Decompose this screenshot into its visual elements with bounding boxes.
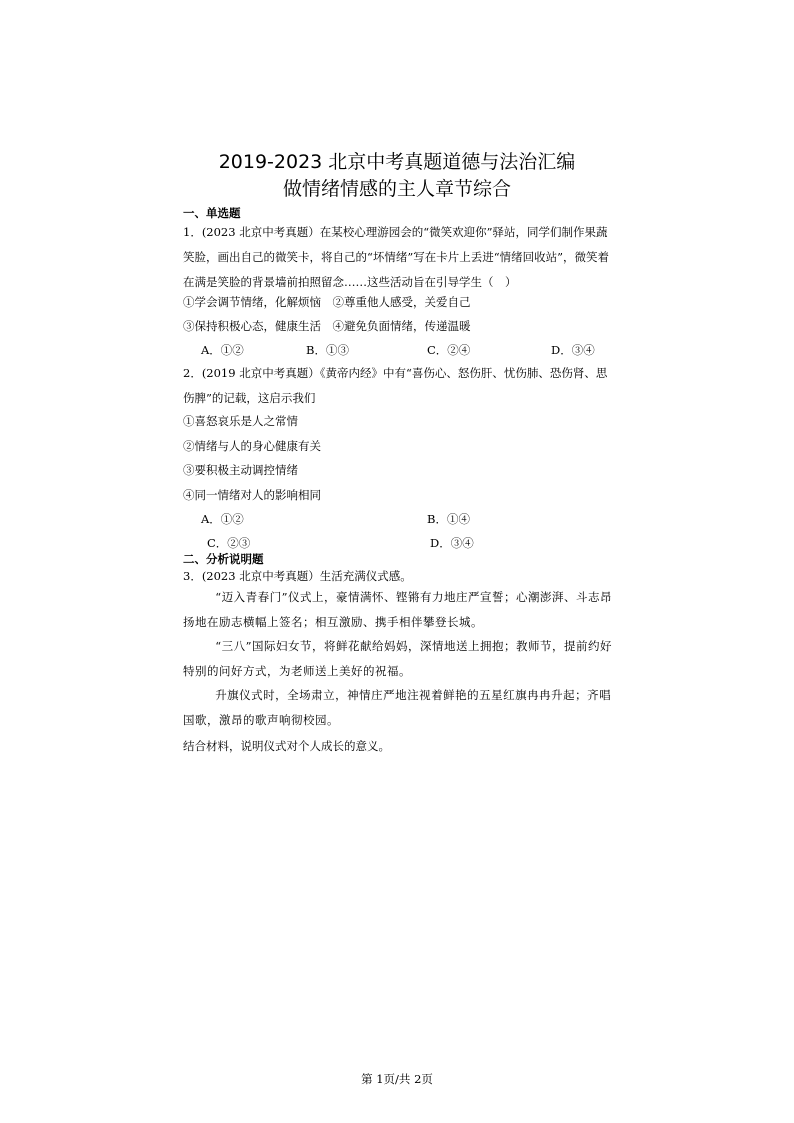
question-2-option-c: C．②③ [207, 536, 251, 550]
question-2-choice-1: ①喜怒哀乐是人之常情 [183, 414, 298, 428]
question-3-material-1: “迈入青春门”仪式上，豪情满怀、铿锵有力地庄严宣誓；心潮澎湃、斗志昂扬地在励志横幅上签名；相互激励、携手相伴攀登长城。 [183, 590, 612, 629]
question-1-option-a: A．①② [201, 343, 244, 357]
question-1-stem: 1．(2023 北京中考真题）在某校心理游园会的“微笑欢迎你”驿站，同学们制作果蔬笑脸，画出自己的微笑卡，将自己的“坏情绪”写在卡片上丢进“情绪回收站”，微笑着在满是笑脸的背景墙前拍照留念……这些活动旨在引导学生（ ） [183, 225, 610, 289]
question-1-option-d: D．③④ [551, 343, 595, 357]
question-2-option-a: A．①② [201, 512, 244, 526]
document-subtitle: 做情绪情感的主人章节综合 [282, 178, 511, 200]
page-number-footer: 第 1页/共 2页 [361, 1072, 433, 1086]
section-heading-single-choice: 一、单选题 [183, 206, 241, 220]
question-2-stem: 2．(2019 北京中考真题）《黄帝内经》中有“喜伤心、怒伤肝、忧伤肺、恐伤肾、思伤脾”的记载，这启示我们 [183, 366, 608, 405]
question-2-choice-4: ④同一情绪对人的影响相同 [183, 488, 321, 502]
question-3-stem: 3．(2023 北京中考真题）生活充满仪式感。 [183, 569, 412, 583]
question-2-choice-3: ③要积极主动调控情绪 [183, 463, 298, 477]
question-2-option-b: B．①④ [427, 512, 470, 526]
section-heading-analysis: 二、分析说明题 [183, 552, 264, 566]
question-2-choice-2: ②情绪与人的身心健康有关 [183, 439, 321, 453]
question-3-material-3: 升旗仪式时，全场肃立，神情庄严地注视着鲜艳的五星红旗冉冉升起；齐唱国歌，激昂的歌声响彻校园。 [183, 688, 612, 727]
question-1-choices-row-2: ③保持积极心态，健康生活 ④避免负面情绪，传递温暖 [183, 319, 471, 333]
question-1-option-c: C．②④ [427, 343, 471, 357]
question-3-prompt: 结合材料，说明仪式对个人成长的意义。 [183, 739, 390, 753]
question-3-material-2: “三八”国际妇女节，将鲜花献给妈妈，深情地送上拥抱；教师节，提前约好特别的问好方式，为老师送上美好的祝福。 [183, 639, 612, 678]
document-title: 2019-2023 北京中考真题道德与法治汇编 [218, 151, 576, 173]
question-1-choices-row-1: ①学会调节情绪，化解烦恼 ②尊重他人感受，关爱自己 [183, 295, 471, 309]
question-1-option-b: B．①③ [306, 343, 349, 357]
question-2-option-d: D．③④ [430, 536, 474, 550]
